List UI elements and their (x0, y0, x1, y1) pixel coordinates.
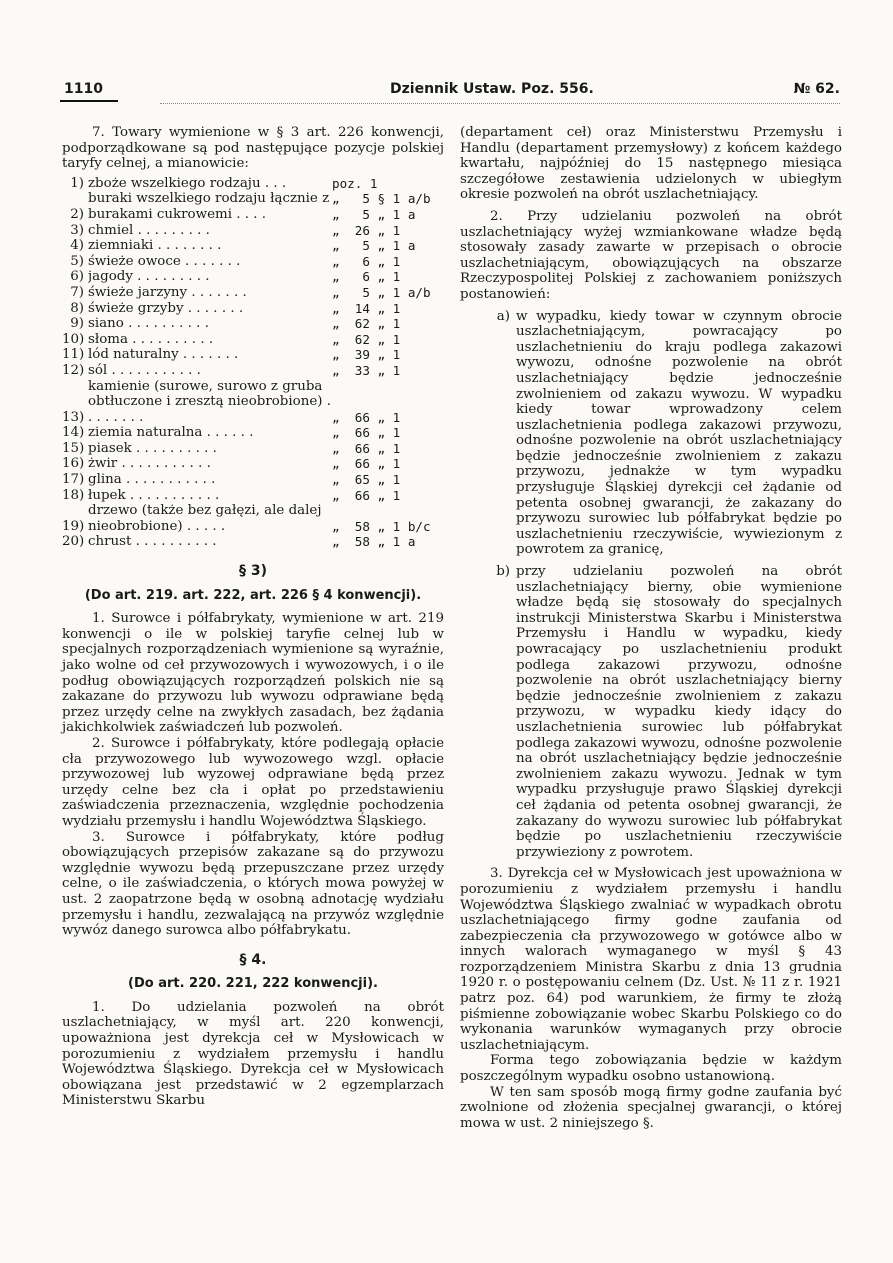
continuation-paragraph: (departament ceł) oraz Ministerstwu Przemysłu i Handlu (departament przemysłowy) z końcem każdego kwartału, najpóźniej do 15 następnego miesiąca szczegółowe zestawienia udzielonych w ubiegłym okresie pozwoleń na obrót uszlachetniający. (460, 125, 842, 203)
tariff-item-position: „ 62 „ 1 (332, 331, 401, 347)
tariff-item-name: zboże wszelkiego rodzaju . . . (88, 175, 287, 191)
paragraph-2: 2. Przy udzielaniu pozwoleń na obrót uszlachetniający wyżej wzmiankowane władze będą stosowały zasady zawarte w przepisach o obrocie uszlachetniającym, obowiązujących na obszarze Rzeczypospolitej Polskiej z zachowaniem poniższych postanowień: (460, 208, 842, 302)
tariff-item-number: 15) (62, 440, 85, 456)
tariff-item-position: „ 65 „ 1 (332, 472, 401, 488)
tariff-item (62, 176, 444, 192)
tariff-item-name: glina . . . . . . . . . . . (88, 472, 216, 488)
tariff-item-number: 20) (62, 534, 85, 550)
tariff-item-name: piasek . . . . . . . . . . (88, 440, 217, 456)
section-3-paragraph-1: 1. Surowce i półfabrykaty, wymienione w art. 219 konwencji o ile w polskiej taryfie celnej lub w specjalnych rozporządzeniach wymienione są wyraźnie, jako wolne od ceł przywozowych i wywozowych, i o ile podług obowiązujących rozporządzeń polskich nie są zakazane do przywozu lub wywozu odprawiane będą przez urzędy celne na zwykłych zasadach, bez żądania jakichkolwiek zaświadczeń lub pozwoleń. (62, 611, 444, 736)
paragraph-7: 7. Towary wymienione w § 3 art. 226 konwencji, podporządkowane są pod następujące pozycje polskiej taryfy celnej, a mianowicie: (62, 125, 444, 172)
tariff-item-number: 10) (62, 331, 85, 347)
tariff-item-position: „ 66 „ 1 (332, 456, 401, 472)
tariff-item (62, 191, 444, 222)
tariff-item-name: świeże jarzyny . . . . . . . (88, 284, 247, 300)
tariff-item (62, 347, 444, 363)
tariff-item (62, 472, 444, 488)
section-4-paragraph-1: 1. Do udzielania pozwoleń na obrót uszlachetniający, w myśl art. 220 konwencji, upoważniona jest dyrekcja ceł w Mysłowicach w porozumieniu z wydziałem przemysłu i handlu Województwa Śląskiego. Dyrekcja ceł w Mysłowicach obowiązana jest przedstawić w 2 egzemplarzach Ministerstwu Skarbu (62, 999, 444, 1109)
tariff-item-position: „ 66 „ 1 (332, 487, 401, 503)
tariff-item-number: 12) (62, 362, 85, 378)
tariff-item-name: ziemia naturalna . . . . . . (88, 425, 254, 441)
tariff-item-name: sól . . . . . . . . . . . (88, 362, 201, 378)
subpoint-b-label: b) (496, 564, 510, 580)
tariff-item-name: drzewo (także bez gałęzi, ale dalej nieobrobione) . . . . . (88, 503, 322, 534)
tariff-item-position: poz. 1 (332, 175, 378, 191)
paragraph-5: W ten sam sposób mogą firmy godne zaufania być zwolnione od złożenia specjalnej gwarancji, o której mowa w ust. 2 niniejszego §. (460, 1084, 842, 1131)
section-3-title: § 3) (238, 563, 267, 580)
tariff-item (62, 238, 444, 254)
tariff-item-position: „ 66 „ 1 (332, 440, 401, 456)
tariff-item-number: 4) (70, 238, 84, 254)
tariff-item-name: świeże grzyby . . . . . . . (88, 300, 244, 316)
section-3-paragraph-3: 3. Surowce i półfabrykaty, które podług obowiązujących przepisów zakazane są do przywozu względnie wywozu będą przepuszczane przez urzędy celne, o ile zaświadczenia, o których mowa powyżej w ust. 2 zaopatrzone będą w osobną adnotację wydziału przemysłu i handlu, zezwalającą na przywóz względnie wywóz danego surowca albo półfabrykatu. (62, 829, 444, 939)
tariff-item-name: siano . . . . . . . . . . (88, 316, 209, 332)
tariff-item-position: „ 6 „ 1 (332, 253, 401, 269)
paragraph-3: 3. Dyrekcja ceł w Mysłowicach jest upoważniona w porozumieniu z wydziałem przemysłu i handlu Województwa Śląskiego zwalniać w wypadkach obrotu uszlachetniającego firmy godne zaufania od zabezpieczenia cła przywozowego w gotówce albo w innych walorach wymaganego w myśl § 43 rozporządzeniem Ministra Skarbu z dnia 13 grudnia 1920 r. o postępowaniu celnem (Dz. Ust. № 11 z r. 1921 patrz poz. 64) pod warunkiem, że firmy te złożą piśmienne zobowiązanie wobec Skarbu Polskiego co do wykonania warunków wymaganych przy obrocie uszlachetniającym. (460, 866, 842, 1053)
tariff-item-position: „ 5 „ 1 a (332, 238, 416, 254)
tariff-item-position: „ 62 „ 1 (332, 316, 401, 332)
tariff-item-number: 5) (70, 253, 84, 269)
section-4-title: § 4. (239, 951, 267, 968)
page-header (60, 81, 840, 105)
right-column (460, 125, 842, 1131)
subpoint-b (460, 564, 842, 860)
tariff-item-name: chrust . . . . . . . . . . (88, 534, 217, 550)
tariff-item (62, 285, 444, 301)
tariff-item-name: kamienie (surowe, surowo z gruba obtłuczone i zresztą nieobrobione) . . . . . . . . (88, 378, 331, 425)
tariff-item-number: 18) (62, 487, 85, 503)
tariff-item (62, 503, 444, 534)
tariff-item-position: „ 33 „ 1 (332, 362, 401, 378)
tariff-item-position: „ 5 § 1 a/b „ 5 „ 1 a (332, 191, 431, 222)
tariff-item-position: „ 66 „ 1 (332, 425, 401, 441)
section-4-subtitle: (Do art. 220. 221, 222 konwencji). (128, 976, 378, 992)
subpoint-a-text: w wypadku, kiedy towar w czynnym obrocie uszlachetniającym, powracający po uszlachetnieniu do kraju podlega zakazowi wywozu, odnośne pozwolenie na obrót uszlachetniający będzie jednocześnie zwolnieniem od zakazu wywozu. W wypadku kiedy towar wprowadzony celem uszlachetnienia podlega zakazowi przywozu, odnośne pozwolenie na obrót uszlachetniający będzie jednocześnie zwolnieniem z zakazu przywozu, jednakże w tym wypadku przysługuje Śląskiej dyrekcji ceł żądanie od petenta osobnej gwarancji, że zakazany do przywozu surowiec lub półfabrykat będzie po uszlachetnieniu rzeczywiście, wywiezionym z powrotem za granicę, (516, 308, 842, 558)
issue-number: № 62. (793, 81, 840, 97)
tariff-item-number: 13) (62, 409, 85, 425)
tariff-item-number: 3) (70, 222, 84, 238)
tariff-item-position: „ 5 „ 1 a/b (332, 284, 431, 300)
tariff-item-position: „ 66 „ 1 (332, 409, 401, 425)
tariff-item (62, 456, 444, 472)
tariff-item-number: 11) (62, 347, 85, 363)
tariff-item-name: świeże owoce . . . . . . . (88, 253, 241, 269)
tariff-item-position: „ 58 „ 1 a (332, 534, 416, 550)
subpoint-a-label: a) (496, 308, 510, 324)
header-dotted-rule (160, 103, 840, 104)
tariff-item (62, 316, 444, 332)
tariff-item-position: „ 6 „ 1 (332, 269, 401, 285)
tariff-item (62, 425, 444, 441)
tariff-item (62, 223, 444, 239)
tariff-item-name: chmiel . . . . . . . . . (88, 222, 210, 238)
journal-title: Dziennik Ustaw. Poz. 556. (390, 81, 594, 97)
tariff-item (62, 534, 444, 550)
tariff-item-position: „ 14 „ 1 (332, 300, 401, 316)
tariff-item-position: „ 39 „ 1 (332, 347, 401, 363)
tariff-item (62, 363, 444, 379)
tariff-item (62, 269, 444, 285)
tariff-item-number: 6) (70, 269, 84, 285)
tariff-item-number: 8) (70, 300, 84, 316)
tariff-item (62, 254, 444, 270)
tariff-item-position: „ 58 „ 1 b/c (332, 518, 431, 534)
page-number: 1110 (64, 81, 103, 97)
tariff-item (62, 441, 444, 457)
tariff-item (62, 488, 444, 504)
tariff-item-number: 17) (62, 472, 85, 488)
tariff-item-number: 2) (70, 206, 84, 222)
left-column (62, 125, 444, 1109)
tariff-item-number: 16) (62, 456, 85, 472)
tariff-item-position: „ 26 „ 1 (332, 222, 401, 238)
tariff-list (62, 176, 444, 550)
tariff-item (62, 379, 444, 426)
tariff-item (62, 301, 444, 317)
tariff-item-name: ziemniaki . . . . . . . . (88, 238, 222, 254)
section-3-subtitle: (Do art. 219. art. 222, art. 226 § 4 konwencji). (84, 587, 422, 603)
section-3-paragraph-2: 2. Surowce i półfabrykaty, które podlegają opłacie cła przywozowego lub wywozowego wzgl. opłacie przywozowej lub wyzowej odprawiane będą przez urzędy celne bez cła i opłat po przedstawieniu zaświadczenia przeznaczenia, względnie pochodzenia wydziału przemysłu i handlu Województwa Śląskiego. (62, 735, 444, 829)
tariff-item-number: 1) (70, 175, 84, 191)
paragraph-4: Forma tego zobowiązania będzie w każdym poszczególnym wypadku osobno ustanowioną. (460, 1053, 842, 1085)
tariff-item-name: żwir . . . . . . . . . . . (88, 456, 211, 472)
tariff-item-number: 7) (70, 284, 84, 300)
tariff-item-number: 19) (62, 518, 85, 534)
tariff-item-name: buraki wszelkiego rodzaju łącznie z burakami cukrowemi . . . . (88, 191, 330, 222)
tariff-item (62, 332, 444, 348)
tariff-item-name: lód naturalny . . . . . . . (88, 347, 239, 363)
tariff-item-number: 9) (70, 316, 84, 332)
header-rule (60, 100, 118, 102)
tariff-item-number: 14) (62, 425, 85, 441)
tariff-item-name: jagody . . . . . . . . . (88, 269, 210, 285)
subpoint-b-text: przy udzielaniu pozwoleń na obrót uszlachetniający bierny, obie wymienione władze będą się stosowały do specjalnych instrukcji Ministerstwa Skarbu i Ministerstwa Przemysłu i Handlu w wypadku, kiedy powracający po uszlachetnieniu produkt podlega zakazowi przywozu, odnośne pozwolenie na obrót uszlachetniający bierny będzie jednocześnie zwolnieniem z zakazu przywozu, w wypadku kiedy idący do uszlachetnienia surowiec lub półfabrykat podlega zakazowi wywozu, odnośne pozwolenie na obrót uszlachetniający będzie jednocześnie zwolnieniem zakazu wywozu. Jednak w tym wypadku przysługuje prawo Śląskiej dyrekcji ceł żądania od petenta osobnej gwarancji, że zakazany do wywozu surowiec lub półfabrykat będzie po uszlachetnieniu rzeczywiście przywieziony z powrotem. (516, 564, 842, 860)
subpoint-a (460, 309, 842, 559)
tariff-item-name: łupek . . . . . . . . . . . (88, 487, 220, 503)
tariff-item-name: słoma . . . . . . . . . . (88, 331, 214, 347)
